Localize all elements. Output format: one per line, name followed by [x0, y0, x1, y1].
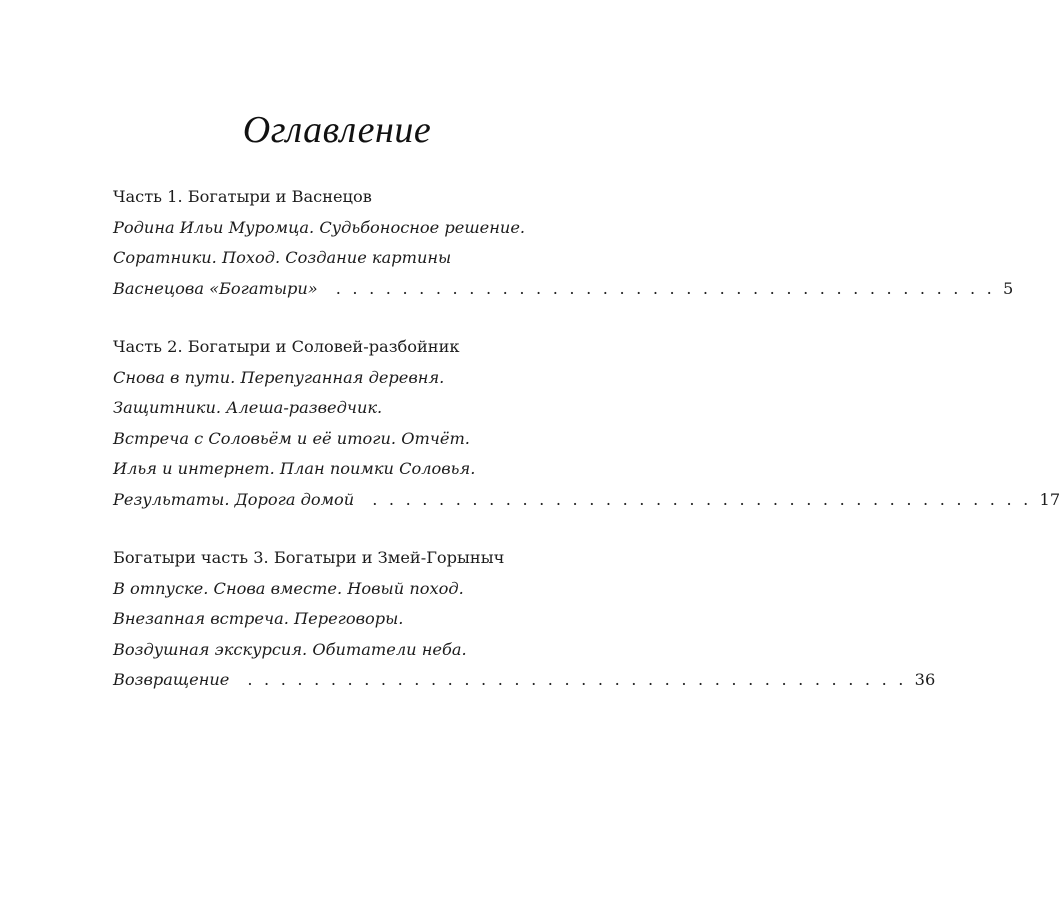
toc-line: Возвращение	[113, 670, 230, 689]
section-heading: Богатыри часть 3. Богатыри и Змей-Горыныч	[113, 548, 505, 567]
toc-section-1	[113, 182, 1014, 304]
toc-line: Снова в пути. Перепуганная деревня.	[113, 367, 445, 387]
page-number: 5	[1003, 278, 1014, 298]
toc-line: Васнецова «Богатыри»	[113, 278, 318, 298]
toc-line: Воздушная экскурсия. Обитатели неба.	[113, 639, 467, 659]
toc-line: Илья и интернет. План поимки Соловья.	[113, 459, 476, 478]
toc-line: Родина Ильи Муромца. Судьбоносное решение.	[113, 217, 526, 237]
toc-line: Соратники. Поход. Создание картины	[113, 248, 452, 267]
toc-section-2	[113, 332, 1060, 515]
section-heading: Часть 2. Богатыри и Соловей-разбойник	[113, 337, 460, 356]
toc-line: Встреча с Соловьём и её итоги. Отчёт.	[113, 428, 470, 448]
toc-title: Оглавление	[242, 109, 432, 151]
toc-entry-final[interactable]	[113, 485, 1060, 516]
toc-section-3	[113, 543, 936, 696]
toc-line: Результаты. Дорога домой	[113, 489, 355, 509]
toc-entry-final[interactable]	[113, 665, 936, 696]
toc-line: В отпуске. Снова вместе. Новый поход.	[113, 578, 464, 598]
toc-entry-final[interactable]	[113, 274, 1014, 305]
dot-leader: . . . . . . . . . . . . . . . . . . . . . . . . . . . . . . . . . . . . . . . .	[335, 278, 996, 298]
dot-leader: . . . . . . . . . . . . . . . . . . . . . . . . . . . . . . . . . . . . . . . .	[247, 670, 907, 689]
toc-line: Внезапная встреча. Переговоры.	[113, 609, 404, 628]
dot-leader: . . . . . . . . . . . . . . . . . . . . . . . . . . . . . . . . . . . . . . . .	[372, 489, 1032, 509]
toc-line: Защитники. Алеша-разведчик.	[113, 398, 383, 417]
page-number: 17	[1039, 489, 1060, 509]
section-heading: Часть 1. Богатыри и Васнецов	[113, 187, 372, 206]
page-number: 36	[914, 670, 936, 689]
